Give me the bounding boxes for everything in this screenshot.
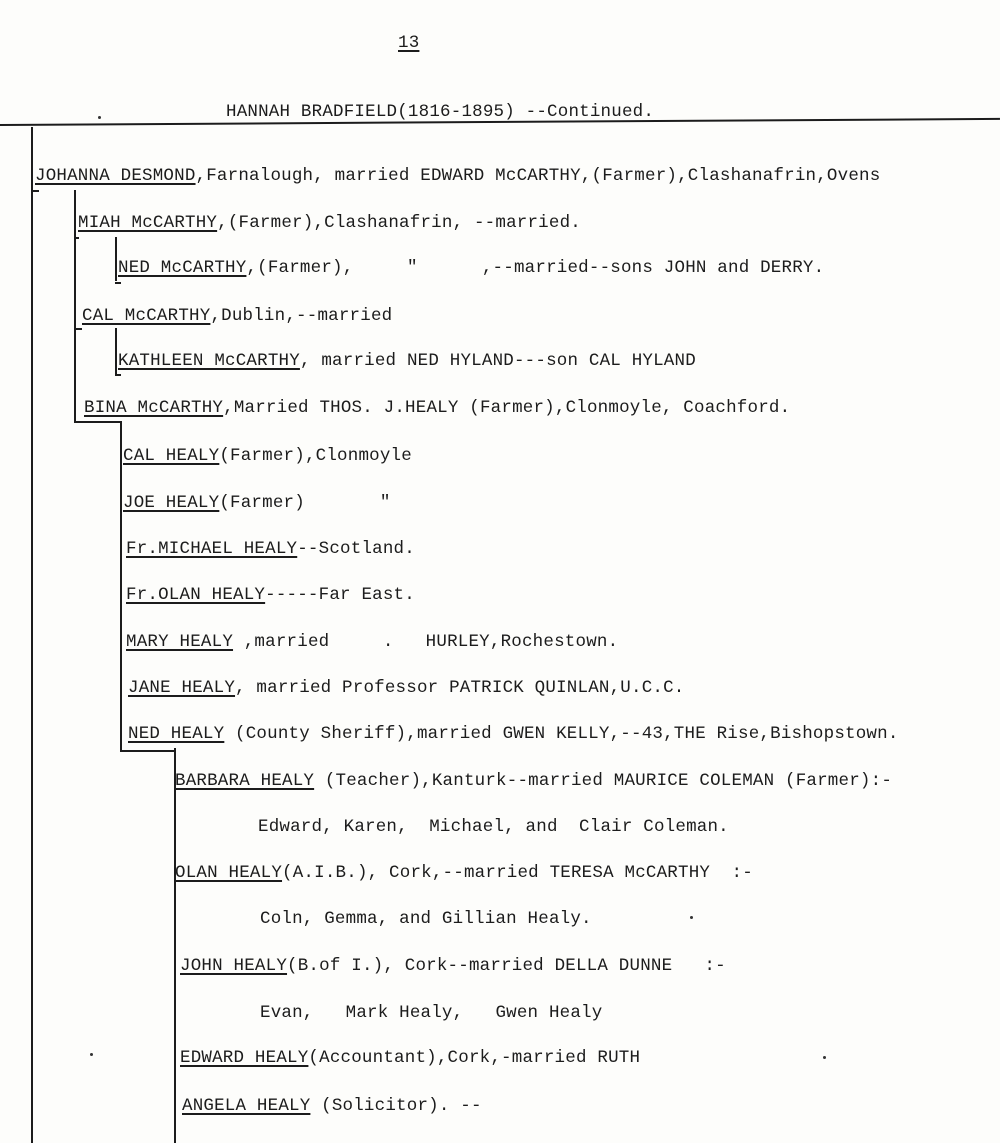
entry-detail: ,Farnalough, married EDWARD McCARTHY,(Farmer),Clashanafrin,Ovens <box>195 166 881 186</box>
entry-name: NED McCARTHY <box>118 258 247 278</box>
entry-cal-healy <box>123 445 412 467</box>
tree-line-level-2-cal <box>115 328 117 374</box>
entry-detail: , married NED HYLAND---son CAL HYLAND <box>299 351 696 371</box>
entry-joe-healy <box>123 492 391 514</box>
entry-detail: ,Married THOS. J.HEALY (Farmer),Clonmoyle, Coachford. <box>223 398 791 418</box>
entry-miah-mccarthy <box>78 212 581 234</box>
entry-detail: (Accountant),Cork,-married RUTH <box>308 1048 641 1068</box>
entry-detail: --Scotland. <box>297 539 415 559</box>
entry-name: JOHN HEALY <box>180 956 288 976</box>
page-number: 13 <box>398 33 420 53</box>
entry-detail: (Solicitor). -- <box>310 1096 482 1116</box>
entry-mary-healy <box>126 631 618 653</box>
entry-detail: Coln, Gemma, and Gillian Healy. <box>260 909 592 929</box>
entry-detail: (Farmer) " <box>219 493 391 513</box>
entry-cal-mccarthy <box>82 305 392 327</box>
entry-bina-mccarthy <box>84 397 790 419</box>
entry-name: EDWARD HEALY <box>180 1048 309 1068</box>
tree-branch <box>120 750 174 752</box>
entry-name: JOHANNA DESMOND <box>35 166 196 186</box>
page-title: HANNAH BRADFIELD(1816-1895) --Continued. <box>226 102 655 122</box>
entry-name: JOE HEALY <box>123 493 220 513</box>
entry-name: NED HEALY <box>128 724 225 744</box>
entry-detail: (Farmer),Clonmoyle <box>219 446 412 466</box>
entry-name: Fr.OLAN HEALY <box>126 585 266 605</box>
entry-fr-michael-healy <box>126 538 415 560</box>
entry-name: KATHLEEN McCARTHY <box>118 351 300 371</box>
entry-detail: Evan, Mark Healy, Gwen Healy <box>260 1003 603 1023</box>
tree-line-level-1 <box>74 190 76 422</box>
entry-detail: (Teacher),Kanturk--married MAURICE COLEMAN (Farmer):- <box>314 771 893 791</box>
entry-name: CAL HEALY <box>123 446 220 466</box>
entry-name: ANGELA HEALY <box>182 1096 311 1116</box>
entry-olan-healy-children <box>260 908 592 930</box>
entry-detail: , married Professor PATRICK QUINLAN,U.C.C. <box>235 678 685 698</box>
tree-branch <box>115 282 121 284</box>
entry-name: CAL McCARTHY <box>82 306 211 326</box>
entry-name: BARBARA HEALY <box>175 771 315 791</box>
entry-john-healy <box>180 955 726 977</box>
entry-fr-olan-healy <box>126 584 415 606</box>
entry-jane-healy <box>128 677 685 699</box>
entry-name: OLAN HEALY <box>175 863 283 883</box>
tree-line-level-2-bina <box>120 421 122 750</box>
entry-barbara-healy <box>175 770 892 792</box>
entry-edward-healy <box>180 1047 640 1069</box>
entry-olan-healy <box>175 862 753 884</box>
scan-speck <box>98 116 101 119</box>
tree-line-level-0 <box>31 127 33 1143</box>
scan-speck <box>690 916 693 919</box>
entry-name: MIAH McCARTHY <box>78 213 218 233</box>
entry-kathleen-mccarthy <box>118 350 696 372</box>
entry-detail: Edward, Karen, Michael, and Clair Coleman. <box>258 817 729 837</box>
entry-name: MARY HEALY <box>126 632 234 652</box>
entry-detail: ,Dublin,--married <box>210 306 393 326</box>
entry-detail: ,married . HURLEY,Rochestown. <box>233 632 619 652</box>
tree-branch <box>74 328 82 330</box>
scan-speck <box>823 1056 826 1059</box>
entry-detail: (County Sheriff),married GWEN KELLY,--43,THE Rise,Bishopstown. <box>224 724 899 744</box>
tree-branch <box>31 190 39 192</box>
entry-detail: (B.of I.), Cork--married DELLA DUNNE :- <box>287 956 726 976</box>
tree-branch <box>74 237 79 239</box>
entry-angela-healy <box>182 1095 482 1117</box>
entry-ned-mccarthy <box>118 257 824 279</box>
entry-detail: ,(Farmer), " ,--married--sons JOHN and DERRY. <box>246 258 825 278</box>
tree-line-level-2-miah <box>115 237 117 281</box>
entry-coleman-children <box>258 816 729 838</box>
tree-branch <box>74 421 120 423</box>
tree-branch <box>115 374 121 376</box>
scan-speck <box>90 1053 93 1056</box>
entry-johanna-desmond <box>35 165 880 187</box>
entry-name: JANE HEALY <box>128 678 236 698</box>
entry-john-healy-children <box>260 1002 602 1024</box>
entry-ned-healy <box>128 723 899 745</box>
entry-name: BINA McCARTHY <box>84 398 224 418</box>
entry-detail: (A.I.B.), Cork,--married TERESA McCARTHY :- <box>282 863 753 883</box>
entry-name: Fr.MICHAEL HEALY <box>126 539 298 559</box>
entry-detail: ,(Farmer),Clashanafrin, --married. <box>217 213 581 233</box>
entry-detail: -----Far East. <box>265 585 415 605</box>
tree-line-level-3-ned <box>174 748 176 1143</box>
